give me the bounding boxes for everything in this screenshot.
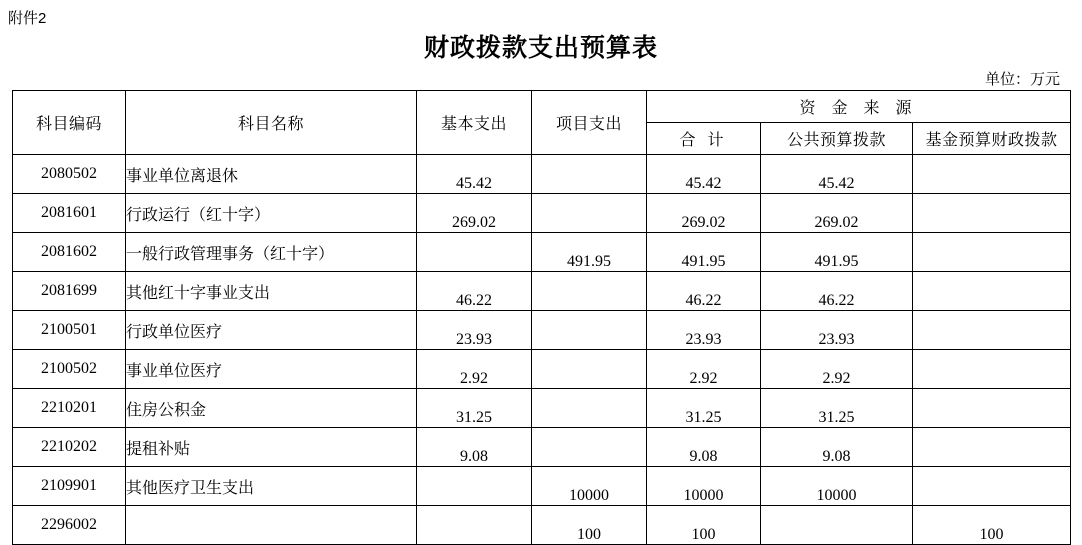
cell-project-expenditure (532, 194, 647, 233)
cell-fund-budget (913, 155, 1071, 194)
cell-public-budget (761, 506, 913, 545)
table-row (13, 233, 1071, 272)
table-header-row-1 (13, 91, 1071, 123)
table-row (13, 389, 1071, 428)
cell-basic-expenditure: 31.25 (417, 389, 532, 428)
table-row (13, 194, 1071, 233)
cell-public-budget: 9.08 (761, 428, 913, 467)
cell-total: 100 (647, 506, 761, 545)
cell-project-expenditure (532, 350, 647, 389)
cell-total: 23.93 (647, 311, 761, 350)
cell-name: 其他医疗卫生支出 (126, 467, 417, 506)
cell-code: 2100501 (13, 311, 126, 350)
cell-name: 事业单位离退休 (126, 155, 417, 194)
cell-fund-budget (913, 233, 1071, 272)
cell-fund-budget (913, 311, 1071, 350)
cell-name: 行政单位医疗 (126, 311, 417, 350)
column-header-code: 科目编码 (13, 91, 126, 155)
cell-name: 其他红十字事业支出 (126, 272, 417, 311)
cell-code: 2210202 (13, 428, 126, 467)
table-row (13, 506, 1071, 545)
cell-total: 269.02 (647, 194, 761, 233)
cell-project-expenditure (532, 389, 647, 428)
cell-name: 事业单位医疗 (126, 350, 417, 389)
cell-public-budget: 2.92 (761, 350, 913, 389)
cell-project-expenditure (532, 155, 647, 194)
cell-basic-expenditure (417, 233, 532, 272)
budget-table (12, 90, 1071, 545)
cell-code: 2081699 (13, 272, 126, 311)
cell-basic-expenditure: 269.02 (417, 194, 532, 233)
cell-code: 2296002 (13, 506, 126, 545)
cell-code: 2081601 (13, 194, 126, 233)
column-header-fund-budget: 基金预算财政拨款 (913, 123, 1071, 155)
cell-basic-expenditure (417, 467, 532, 506)
cell-project-expenditure: 10000 (532, 467, 647, 506)
cell-basic-expenditure: 2.92 (417, 350, 532, 389)
table-row (13, 428, 1071, 467)
cell-fund-budget (913, 428, 1071, 467)
cell-total: 2.92 (647, 350, 761, 389)
cell-name: 一般行政管理事务（红十字） (126, 233, 417, 272)
cell-code: 2109901 (13, 467, 126, 506)
cell-code: 2210201 (13, 389, 126, 428)
table-body (13, 155, 1071, 545)
cell-code: 2081602 (13, 233, 126, 272)
cell-name: 住房公积金 (126, 389, 417, 428)
table-row (13, 467, 1071, 506)
table-row (13, 155, 1071, 194)
cell-total: 9.08 (647, 428, 761, 467)
cell-public-budget: 23.93 (761, 311, 913, 350)
cell-name: 行政运行（红十字） (126, 194, 417, 233)
table-row (13, 311, 1071, 350)
cell-project-expenditure (532, 311, 647, 350)
column-header-total: 合 计 (647, 123, 761, 155)
cell-name (126, 506, 417, 545)
cell-project-expenditure (532, 428, 647, 467)
table-row (13, 272, 1071, 311)
page-title: 财政拨款支出预算表 (423, 34, 658, 62)
cell-public-budget: 45.42 (761, 155, 913, 194)
cell-public-budget: 46.22 (761, 272, 913, 311)
cell-fund-budget (913, 350, 1071, 389)
cell-fund-budget (913, 194, 1071, 233)
cell-code: 2100502 (13, 350, 126, 389)
cell-basic-expenditure (417, 506, 532, 545)
cell-fund-budget (913, 272, 1071, 311)
cell-total: 491.95 (647, 233, 761, 272)
cell-fund-budget (913, 467, 1071, 506)
attachment-label: 附件2 (8, 10, 47, 27)
cell-total: 46.22 (647, 272, 761, 311)
cell-public-budget: 269.02 (761, 194, 913, 233)
cell-fund-budget (913, 389, 1071, 428)
unit-note: 单位：万元 (984, 71, 1060, 88)
cell-fund-budget: 100 (913, 506, 1071, 545)
cell-total: 45.42 (647, 155, 761, 194)
cell-project-expenditure: 491.95 (532, 233, 647, 272)
column-header-funding-source: 资 金 来 源 (647, 91, 1071, 123)
column-header-project-expenditure: 项目支出 (532, 91, 647, 155)
cell-total: 10000 (647, 467, 761, 506)
table-header (13, 91, 1071, 155)
cell-project-expenditure: 100 (532, 506, 647, 545)
column-header-name: 科目名称 (126, 91, 417, 155)
table-row (13, 350, 1071, 389)
cell-basic-expenditure: 45.42 (417, 155, 532, 194)
column-header-public-budget: 公共预算拨款 (761, 123, 913, 155)
cell-public-budget: 10000 (761, 467, 913, 506)
cell-name: 提租补贴 (126, 428, 417, 467)
cell-basic-expenditure: 23.93 (417, 311, 532, 350)
cell-public-budget: 491.95 (761, 233, 913, 272)
cell-public-budget: 31.25 (761, 389, 913, 428)
cell-basic-expenditure: 9.08 (417, 428, 532, 467)
cell-project-expenditure (532, 272, 647, 311)
column-header-basic-expenditure: 基本支出 (417, 91, 532, 155)
cell-total: 31.25 (647, 389, 761, 428)
cell-basic-expenditure: 46.22 (417, 272, 532, 311)
cell-code: 2080502 (13, 155, 126, 194)
